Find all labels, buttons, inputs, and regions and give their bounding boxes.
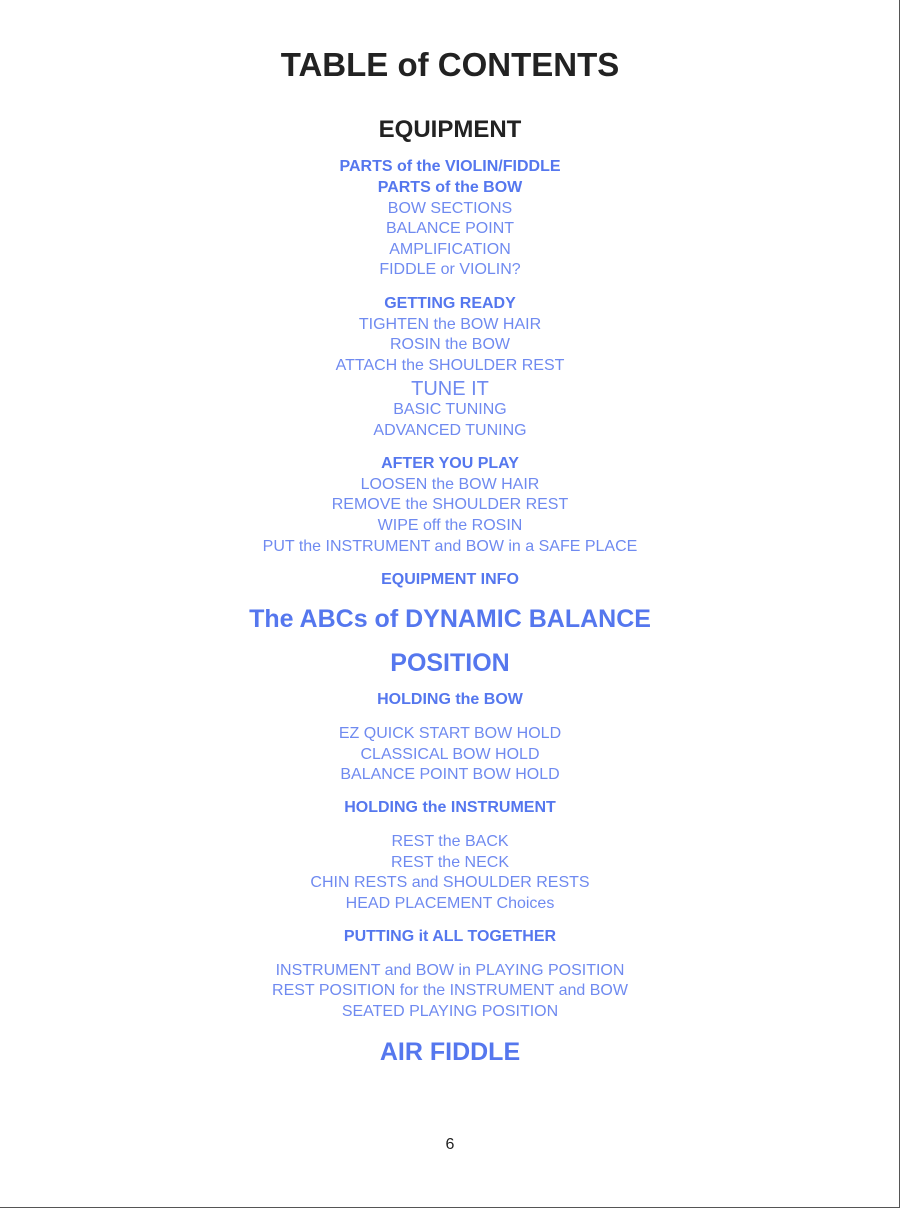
page-title: TABLE of CONTENTS	[280, 46, 620, 83]
toc-entry: CHIN RESTS and SHOULDER RESTS	[310, 874, 590, 891]
toc-entry: ROSIN the BOW	[389, 336, 511, 353]
toc-entry: BASIC TUNING	[393, 401, 507, 418]
toc-entry: BOW SECTIONS	[387, 200, 513, 217]
toc-entry: PUTTING it ALL TOGETHER	[343, 928, 557, 945]
toc-entry: EQUIPMENT	[378, 116, 522, 143]
toc-entry: POSITION	[390, 649, 510, 677]
toc-entry: EZ QUICK START BOW HOLD	[338, 725, 562, 742]
toc-entry: FIDDLE or VIOLIN?	[379, 261, 521, 278]
toc-entry: ATTACH the SHOULDER REST	[335, 357, 565, 374]
toc-entry: PUT the INSTRUMENT and BOW in a SAFE PLACE	[262, 538, 638, 555]
toc-entry: The ABCs of DYNAMIC BALANCE	[249, 605, 651, 633]
toc-entry: AMPLIFICATION	[389, 241, 511, 258]
toc-entry: INSTRUMENT and BOW in PLAYING POSITION	[275, 962, 625, 979]
toc-entry: BALANCE POINT	[385, 220, 515, 237]
toc-entry: WIPE off the ROSIN	[377, 517, 523, 534]
page-number: 6	[445, 1136, 455, 1153]
toc-entry: TUNE IT	[411, 378, 489, 400]
toc-entry: REST the NECK	[391, 854, 509, 871]
toc-entry: HOLDING the INSTRUMENT	[344, 799, 556, 816]
toc-entry: PARTS of the VIOLIN/FIDDLE	[339, 158, 561, 175]
toc-entry: REMOVE the SHOULDER REST	[331, 496, 569, 513]
toc-entry: AFTER YOU PLAY	[381, 455, 519, 472]
toc-entry: REST POSITION for the INSTRUMENT and BOW	[272, 982, 628, 999]
toc-entry: TIGHTEN the BOW HAIR	[358, 316, 542, 333]
toc-entry: ADVANCED TUNING	[373, 422, 527, 439]
toc-entry: LOOSEN the BOW HAIR	[360, 476, 540, 493]
toc-entry: AIR FIDDLE	[379, 1038, 521, 1066]
toc-entry: BALANCE POINT BOW HOLD	[340, 766, 560, 783]
toc-entry: SEATED PLAYING POSITION	[341, 1003, 559, 1020]
toc-entry: REST the BACK	[391, 833, 509, 850]
toc-entry: HEAD PLACEMENT Choices	[345, 895, 555, 912]
toc-entry: PARTS of the BOW	[377, 179, 523, 196]
toc-entry: HOLDING the BOW	[377, 691, 523, 708]
toc-entry: CLASSICAL BOW HOLD	[360, 746, 540, 763]
toc-entry: EQUIPMENT INFO	[381, 571, 519, 588]
toc-entry: GETTING READY	[384, 295, 516, 312]
